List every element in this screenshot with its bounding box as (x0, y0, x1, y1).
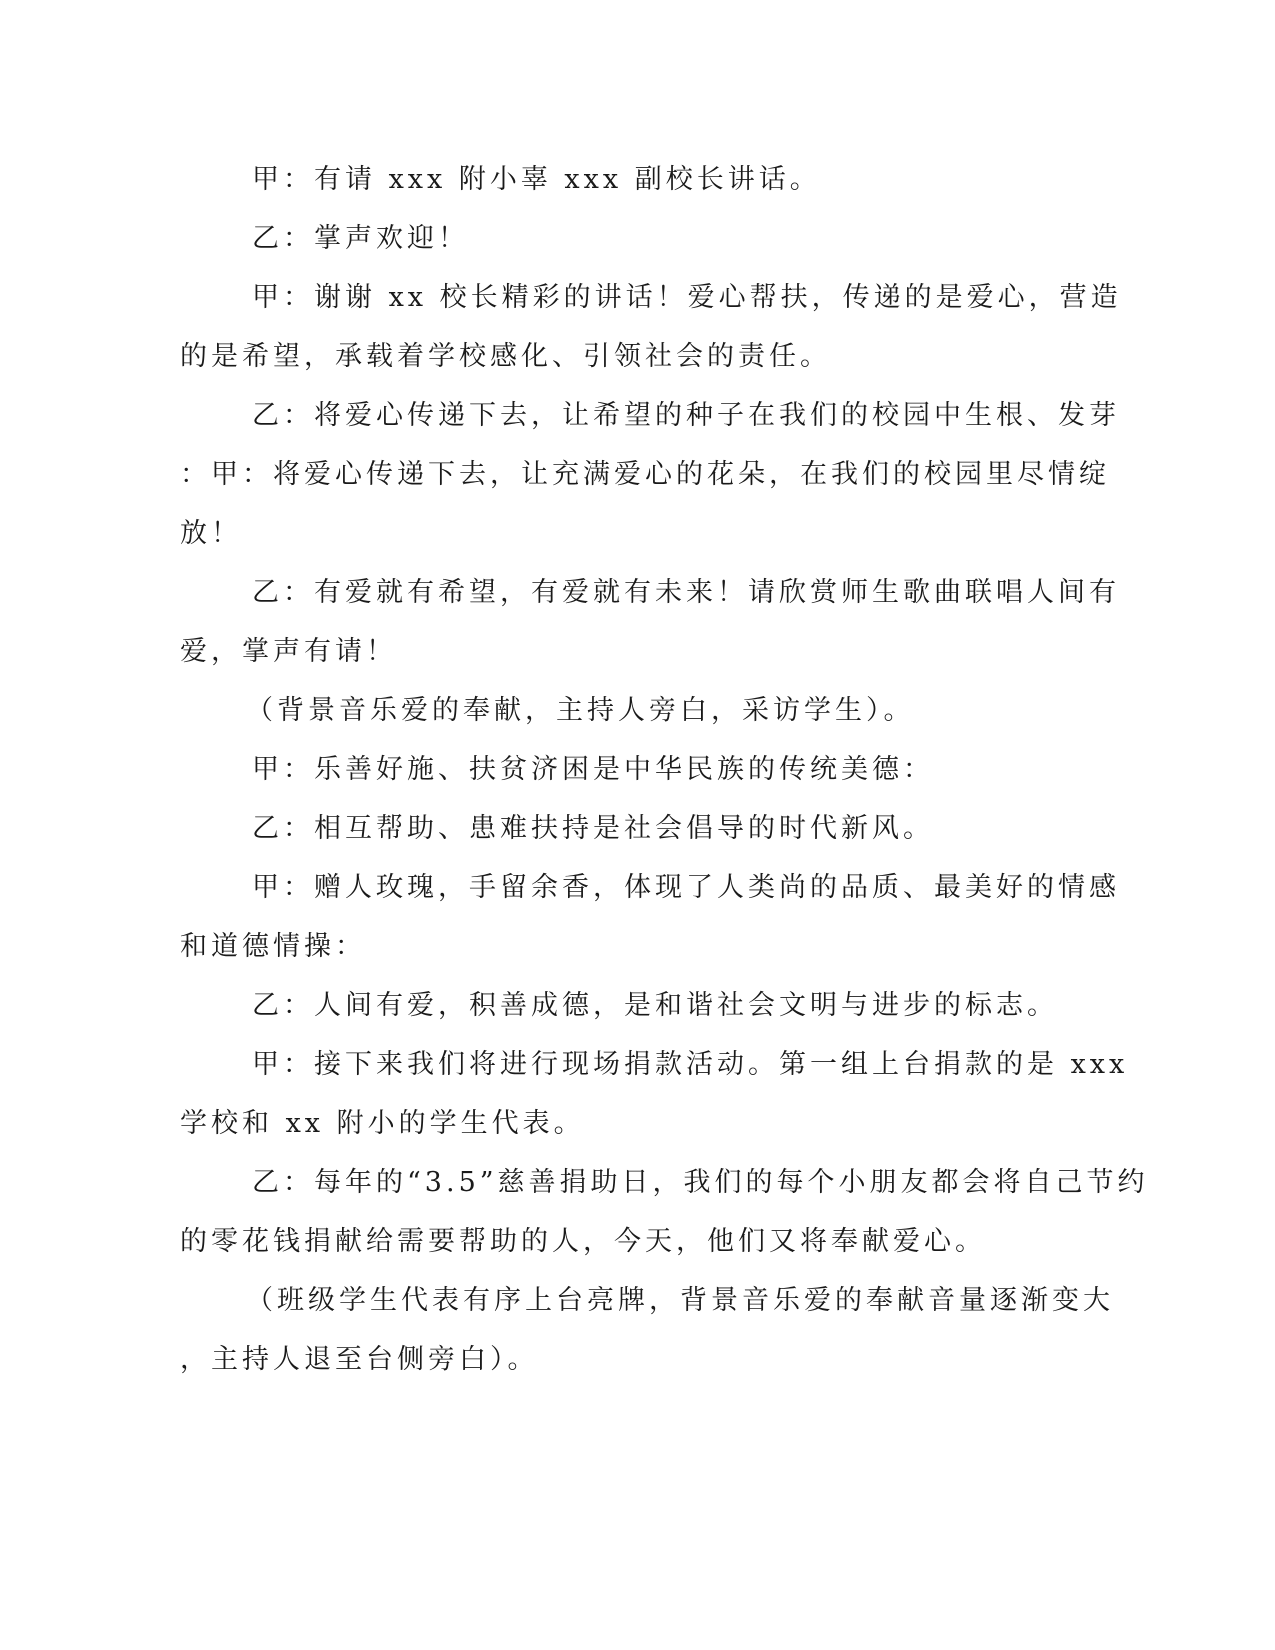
stage-direction-line: （背景音乐爱的奉献，主持人旁白，采访学生）。 (246, 695, 915, 726)
paragraph-line: 甲：有请 xxx 附小辜 xxx 副校长讲话。 (252, 164, 821, 195)
paragraph-line: 乙：人间有爱，积善成德，是和谐社会文明与进步的标志。 (252, 990, 1058, 1021)
paragraph-line: 放！ (180, 518, 242, 549)
paragraph-line: 乙：每年的“3.5”慈善捐助日，我们的每个小朋友都会将自己节约 (252, 1167, 1149, 1198)
paragraph-line: 乙：相互帮助、患难扶持是社会倡导的时代新风。 (252, 813, 934, 844)
paragraph-line: 的零花钱捐献给需要帮助的人，今天，他们又将奉献爱心。 (180, 1226, 986, 1257)
paragraph-line: 的是希望，承载着学校感化、引领社会的责任。 (180, 341, 831, 372)
stage-direction-line: ，主持人退至台侧旁白）。 (180, 1344, 539, 1375)
paragraph-line: 乙：掌声欢迎！ (252, 223, 469, 254)
paragraph-line: 甲：接下来我们将进行现场捐款活动。第一组上台捐款的是 xxx (252, 1049, 1129, 1080)
paragraph-line: 爱，掌声有请！ (180, 636, 397, 667)
paragraph-line: ：甲：将爱心传递下去，让充满爱心的花朵，在我们的校园里尽情绽 (180, 459, 1110, 490)
stage-direction-line: （班级学生代表有序上台亮牌，背景音乐爱的奉献音量逐渐变大 (246, 1285, 1114, 1316)
paragraph-line: 乙：有爱就有希望，有爱就有未来！请欣赏师生歌曲联唱人间有 (252, 577, 1120, 608)
paragraph-line: 乙：将爱心传递下去，让希望的种子在我们的校园中生根、发芽 (252, 400, 1120, 431)
paragraph-line: 甲：赠人玫瑰，手留余香，体现了人类尚的品质、最美好的情感 (252, 872, 1120, 903)
paragraph-line: 甲：谢谢 xx 校长精彩的讲话！爱心帮扶，传递的是爱心，营造 (252, 282, 1122, 313)
paragraph-line: 和道德情操： (180, 931, 366, 962)
paragraph-line: 学校和 xx 附小的学生代表。 (180, 1108, 585, 1139)
paragraph-line: 甲：乐善好施、扶贫济困是中华民族的传统美德： (252, 754, 934, 785)
